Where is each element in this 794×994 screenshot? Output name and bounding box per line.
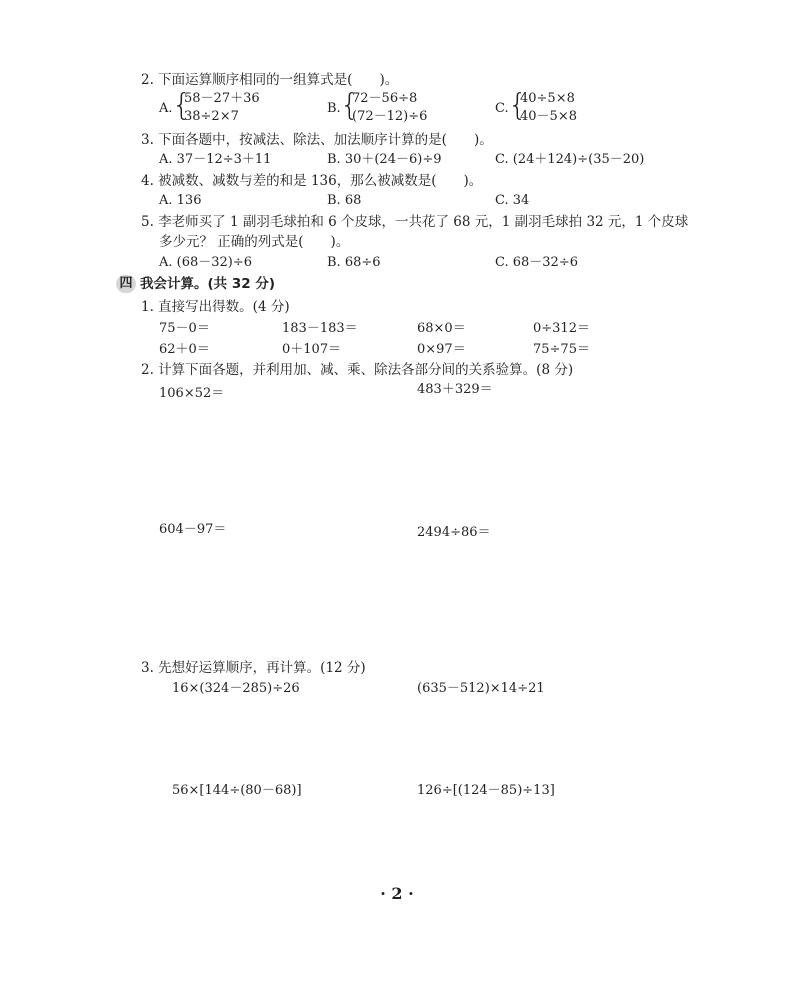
q5-option-a: A. (68－32)÷6	[159, 255, 253, 270]
q4-option-a: A. 136	[159, 193, 202, 208]
section-number-badge: 四	[116, 275, 136, 293]
q5-option-c: C. 68－32÷6	[495, 255, 578, 270]
question-2-text: 2. 下面运算顺序相同的一组算式是( )。	[141, 72, 399, 88]
p1-item: 0＋107＝	[282, 342, 342, 357]
p3-item: 126÷[(124－85)÷13]	[417, 783, 555, 798]
brace-icon: {	[172, 88, 192, 123]
q2-option-b-line1: 72－56÷8	[352, 91, 418, 106]
p1-item: 75÷75＝	[533, 342, 590, 357]
q2-option-a-line2: 38÷2×7	[184, 109, 239, 124]
q3-option-a: A. 37－12÷3＋11	[159, 152, 272, 167]
section-title: 我会计算。(共 32 分)	[140, 276, 276, 292]
q3-option-c: C. (24＋124)÷(35－20)	[495, 152, 645, 167]
q3-option-b: B. 30＋(24－6)÷9	[327, 152, 442, 167]
p1-item: 75－0＝	[159, 321, 210, 336]
p1-item: 183－183＝	[282, 321, 358, 336]
p2-item: 483＋329＝	[417, 382, 493, 397]
p3-item: (635－512)×14÷21	[417, 681, 545, 696]
q2-option-b-line2: (72－12)÷6	[352, 109, 428, 124]
p1-item: 0×97＝	[417, 342, 466, 357]
p3-item: 16×(324－285)÷26	[172, 681, 300, 696]
brace-icon: {	[340, 88, 360, 123]
p1-item: 62＋0＝	[159, 342, 210, 357]
q4-option-b: B. 68	[327, 193, 362, 208]
p1-item: 0÷312＝	[533, 321, 590, 336]
p2-item: 106×52＝	[159, 386, 225, 401]
question-3-text: 3. 下面各题中，按减法、除法、加法顺序计算的是( )。	[141, 132, 493, 148]
q2-option-a-label: A.	[159, 101, 173, 116]
q2-option-c-label: C.	[495, 101, 509, 116]
part-2-text: 2. 计算下面各题，并利用加、减、乘、除法各部分间的关系验算。(8 分)	[141, 362, 574, 378]
page-number: · 2 ·	[380, 884, 414, 903]
q2-option-a-line1: 58－27＋36	[184, 91, 260, 106]
brace-icon: {	[508, 88, 528, 123]
question-5-text-line2: 多少元？ 正确的列式是( )。	[159, 234, 350, 250]
q2-option-c-line2: 40－5×8	[520, 109, 577, 124]
q2-option-b-label: B.	[327, 101, 341, 116]
part-1-text: 1. 直接写出得数。(4 分)	[141, 299, 290, 315]
p2-item: 604－97＝	[159, 522, 227, 537]
question-5-text-line1: 5. 李老师买了 1 副羽毛球拍和 6 个皮球，一共花了 68 元，1 副羽毛球拍 32 元，1 个皮球	[141, 214, 689, 230]
p3-item: 56×[144÷(80－68)]	[172, 783, 302, 798]
q4-option-c: C. 34	[495, 193, 530, 208]
p1-item: 68×0＝	[417, 321, 466, 336]
q5-option-b: B. 68÷6	[327, 255, 381, 270]
question-4-text: 4. 被减数、减数与差的和是 136，那么被减数是( )。	[141, 173, 483, 189]
part-3-text: 3. 先想好运算顺序，再计算。(12 分)	[141, 660, 366, 676]
q2-option-c-line1: 40÷5×8	[520, 91, 575, 106]
p2-item: 2494÷86＝	[417, 525, 491, 540]
